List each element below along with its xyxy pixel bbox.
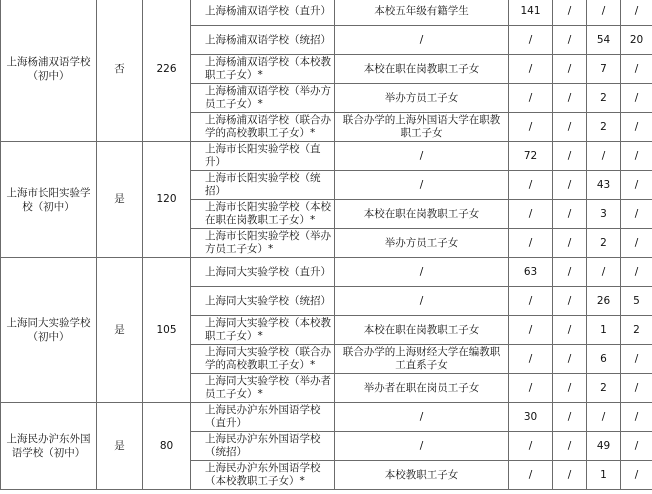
program-c1: / (509, 229, 553, 258)
program-c1: / (509, 55, 553, 84)
program-note: 本校在职在岗教职工子女 (335, 200, 509, 229)
program-name: 上海市长阳实验学校（举办方员工子女）* (191, 229, 335, 258)
school-total: 120 (143, 142, 191, 258)
program-c2: / (553, 432, 587, 461)
school-name: 上海同大实验学校（初中） (1, 258, 97, 403)
program-c3: 43 (587, 171, 621, 200)
program-c4: / (621, 345, 652, 374)
program-c2: / (553, 403, 587, 432)
program-c2: / (553, 461, 587, 490)
program-c1: / (509, 200, 553, 229)
program-note: 举办方员工子女 (335, 229, 509, 258)
program-c3: / (587, 142, 621, 171)
program-note: / (335, 403, 509, 432)
school-flag: 是 (97, 403, 143, 490)
program-note: 本校五年级有籍学生 (335, 0, 509, 26)
program-c2: / (553, 258, 587, 287)
program-c1: / (509, 26, 553, 55)
program-c1: 63 (509, 258, 553, 287)
program-c3: / (587, 403, 621, 432)
program-note: / (335, 432, 509, 461)
program-c4: / (621, 258, 652, 287)
school-name: 上海杨浦双语学校（初中） (1, 0, 97, 142)
school-total: 80 (143, 403, 191, 490)
program-c1: / (509, 171, 553, 200)
program-c3: 54 (587, 26, 621, 55)
program-c3: 26 (587, 287, 621, 316)
program-name: 上海同大实验学校（统招） (191, 287, 335, 316)
program-name: 上海同大实验学校（直升） (191, 258, 335, 287)
program-name: 上海杨浦双语学校（联合办学的高校教职工子女）* (191, 113, 335, 142)
table-row (1, 403, 652, 432)
program-c3: / (587, 0, 621, 26)
program-c2: / (553, 200, 587, 229)
program-c3: 49 (587, 432, 621, 461)
program-c4: 20 (621, 26, 652, 55)
program-name: 上海民办沪东外国语学校（直升） (191, 403, 335, 432)
program-c2: / (553, 0, 587, 26)
program-note: / (335, 26, 509, 55)
program-c1: / (509, 316, 553, 345)
program-note: 联合办学的上海财经大学在编教职工直系子女 (335, 345, 509, 374)
program-note: / (335, 171, 509, 200)
program-c4: / (621, 171, 652, 200)
program-c3: 6 (587, 345, 621, 374)
program-c4: / (621, 229, 652, 258)
school-total: 226 (143, 0, 191, 142)
school-flag: 是 (97, 142, 143, 258)
program-c1: / (509, 287, 553, 316)
program-c1: / (509, 113, 553, 142)
program-c2: / (553, 229, 587, 258)
program-c1: 141 (509, 0, 553, 26)
program-name: 上海市长阳实验学校（统招） (191, 171, 335, 200)
program-c4: / (621, 374, 652, 403)
program-c4: / (621, 200, 652, 229)
school-total: 105 (143, 258, 191, 403)
program-name: 上海同大实验学校（联合办学的高校教职工子女）* (191, 345, 335, 374)
school-flag: 否 (97, 0, 143, 142)
program-note: / (335, 258, 509, 287)
program-name: 上海同大实验学校（举办者员工子女）* (191, 374, 335, 403)
program-c3: 2 (587, 374, 621, 403)
program-c3: 3 (587, 200, 621, 229)
school-flag: 是 (97, 258, 143, 403)
program-name: 上海杨浦双语学校（举办方员工子女）* (191, 84, 335, 113)
program-c1: / (509, 432, 553, 461)
program-note: / (335, 142, 509, 171)
program-c3: 1 (587, 316, 621, 345)
program-c1: 30 (509, 403, 553, 432)
program-c2: / (553, 113, 587, 142)
program-note: 本校在职在岗教职工子女 (335, 316, 509, 345)
program-c3: 2 (587, 229, 621, 258)
program-c4: 5 (621, 287, 652, 316)
program-c4: 2 (621, 316, 652, 345)
program-note: 联合办学的上海外国语大学在职教职工子女 (335, 113, 509, 142)
program-note: 举办方员工子女 (335, 84, 509, 113)
table-row (1, 142, 652, 171)
program-c4: / (621, 0, 652, 26)
program-name: 上海民办沪东外国语学校（统招） (191, 432, 335, 461)
program-c4: / (621, 84, 652, 113)
program-name: 上海杨浦双语学校（统招） (191, 26, 335, 55)
program-c2: / (553, 84, 587, 113)
program-c4: / (621, 142, 652, 171)
program-name: 上海杨浦双语学校（直升） (191, 0, 335, 26)
program-c4: / (621, 432, 652, 461)
program-note: 本校在职在岗教职工子女 (335, 55, 509, 84)
program-c2: / (553, 142, 587, 171)
program-name: 上海市长阳实验学校（直升） (191, 142, 335, 171)
program-c2: / (553, 55, 587, 84)
program-c4: / (621, 55, 652, 84)
school-name: 上海市长阳实验学校（初中） (1, 142, 97, 258)
program-note: 本校教职工子女 (335, 461, 509, 490)
table-row (1, 258, 652, 287)
program-c1: 72 (509, 142, 553, 171)
program-c2: / (553, 374, 587, 403)
program-c4: / (621, 461, 652, 490)
program-c3: 7 (587, 55, 621, 84)
program-c3: 2 (587, 113, 621, 142)
program-c4: / (621, 403, 652, 432)
program-c3: 2 (587, 84, 621, 113)
program-c2: / (553, 26, 587, 55)
program-c1: / (509, 84, 553, 113)
program-note: / (335, 287, 509, 316)
program-c3: 1 (587, 461, 621, 490)
school-name: 上海民办沪东外国语学校（初中） (1, 403, 97, 490)
program-name: 上海市长阳实验学校（本校在职在岗教职工子女）* (191, 200, 335, 229)
program-name: 上海杨浦双语学校（本校教职工子女）* (191, 55, 335, 84)
program-note: 举办者在职在岗员工子女 (335, 374, 509, 403)
table-row (1, 0, 652, 26)
program-c2: / (553, 316, 587, 345)
program-c2: / (553, 287, 587, 316)
program-c1: / (509, 374, 553, 403)
program-c3: / (587, 258, 621, 287)
program-c2: / (553, 171, 587, 200)
program-c4: / (621, 113, 652, 142)
program-c1: / (509, 461, 553, 490)
program-c1: / (509, 345, 553, 374)
program-c2: / (553, 345, 587, 374)
program-name: 上海民办沪东外国语学校（本校教职工子女）* (191, 461, 335, 490)
program-name: 上海同大实验学校（本校教职工子女）* (191, 316, 335, 345)
